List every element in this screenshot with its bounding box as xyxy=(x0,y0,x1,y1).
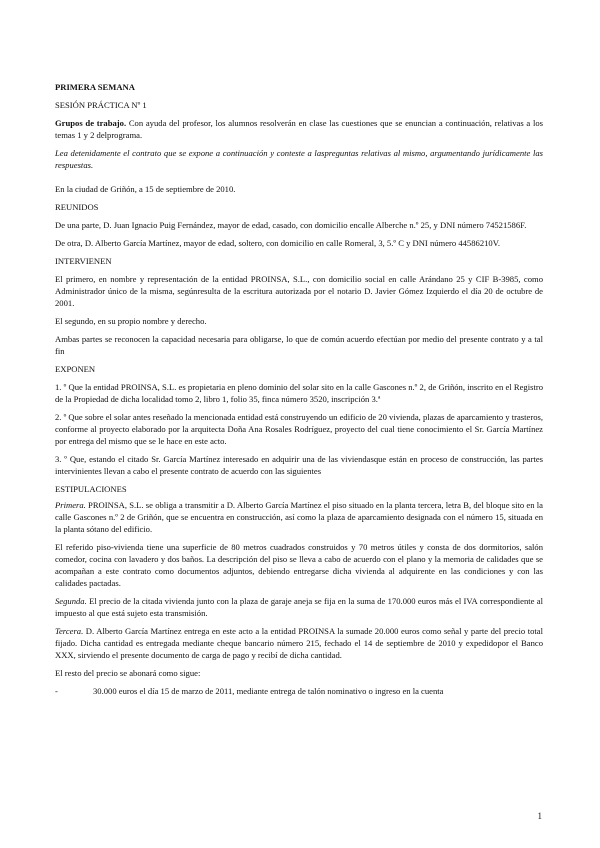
section-estipulaciones: ESTIPULACIONES xyxy=(55,484,127,494)
section-exponen: EXPONEN xyxy=(55,364,96,374)
section-intervienen: INTERVIENEN xyxy=(55,256,112,266)
primera-text: PROINSA, S.L. se obliga a transmitir a D. Alberto García Martínez el piso situado en la planta tercera, letra B, del bloque sito en la calle Gascones n.º 2 de Griñón, que se encuentra en construcción, así como la plaza de aparcamiento designada con el número 15, situada en la planta sótano del edificio. xyxy=(55,500,543,534)
groups-text: Con ayuda del profesor, los alumnos resolverán en clase las cuestiones que se enuncian a continuación, relativas a los temas 1 y 2 delprograma. xyxy=(55,118,543,140)
resto-paragraph: El resto del precio se abonará como sigue: xyxy=(55,668,201,678)
intervienen-paragraph-1: El primero, en nombre y representación de la entidad PROINSA, S.L., con domicilio social en calle Arándano 25 y CIF B-3985, como Administrador único de la misma, segúnresulta de la escritura autorizada por el notario D. Javier Gómez Izquierdo el día 20 de octubre de 2001. xyxy=(55,274,543,308)
session-heading: SESIÓN PRÁCTICA Nº 1 xyxy=(55,100,147,110)
payment-item-text: 30.000 euros el día 15 de marzo de 2011, mediante entrega de talón nominativo o ingreso en la cuenta xyxy=(93,686,444,696)
reunidos-paragraph-1: De una parte, D. Juan Ignacio Puig Fernández, mayor de edad, casado, con domicilio encalle Alberche n.º 25, y DNI número 74521586F. xyxy=(55,220,527,230)
tercera-paragraph xyxy=(55,625,543,661)
groups-paragraph xyxy=(55,117,543,141)
instruction-text: Lea detenidamente el contrato que se expone a continuación y conteste a laspreguntas relativas al mismo, argumentando jurídicamente las respuestas. xyxy=(55,148,543,170)
primera-detail-paragraph: El referido piso-vivienda tiene una superficie de 80 metros cuadrados construidos y 70 metros útiles y consta de dos dormitorios, salón comedor, cocina con lavadero y dos baños. La descripción del piso se lleva a cabo de acuerdo con el plano y la memoria de calidades que se acompañan a este contrato como documentos adjuntos, debiendo entregarse dicha vivienda al adquirente en las condiciones y con las calidades pactadas. xyxy=(55,542,543,588)
week-heading: PRIMERA SEMANA xyxy=(55,82,135,92)
place-date: En la ciudad de Griñón, a 15 de septiembre de 2010. xyxy=(55,184,236,194)
segunda-paragraph xyxy=(55,595,543,619)
exponen-paragraph-3: 3. º Que, estando el citado Sr. García Martínez interesado en adquirir una de las viviendasque están en proceso de construcción, las partes intervinientes llevan a cabo el presente contrato de acuerdo con las siguientes xyxy=(55,454,543,476)
payment-list-item xyxy=(55,685,543,697)
tercera-label: Tercera. xyxy=(55,626,84,636)
reunidos-paragraph-2: De otra, D. Alberto García Martínez, mayor de edad, soltero, con domicilio en calle Romeral, 3, 5.º C y DNI número 44586210V. xyxy=(55,238,500,248)
tercera-text: D. Alberto García Martínez entrega en este acto a la entidad PROINSA la sumade 20.000 euros como señal y parte del precio total fijado. Dicha cantidad es entregada mediante cheque bancario número 215, fechado el 14 de septiembre de 2010 y expedidopor el Banco XXX, sirviendo el presente documento de carga de pago y recibí de dicha cantidad. xyxy=(55,626,543,660)
page-number: 1 xyxy=(537,811,542,821)
segunda-label: Segunda. xyxy=(55,596,87,606)
intervienen-paragraph-3: Ambas partes se reconocen la capacidad necesaria para obligarse, lo que de común acuerdo efectúan por medio del presente contrato y a tal fin xyxy=(55,334,543,356)
groups-label: Grupos de trabajo. xyxy=(55,118,127,128)
section-reunidos: REUNIDOS xyxy=(55,202,99,212)
intervienen-paragraph-2: El segundo, en su propio nombre y derecho. xyxy=(55,316,207,326)
bullet-mark: - xyxy=(55,686,58,696)
primera-label: Primera. xyxy=(55,500,86,510)
exponen-paragraph-2: 2. º Que sobre el solar antes reseñado la mencionada entidad está construyendo un edificio de 20 vivienda, plazas de aparcamiento y trasteros, conforme al proyecto elaborado por la arquitecta Doña Ana Rosales Rodríguez, proyecto del cual tiene conocimiento el Sr. García Martínez por entrega del mismo que se le hace en este acto. xyxy=(55,412,543,446)
exponen-paragraph-1: 1. º Que la entidad PROINSA, S.L. es propietaria en pleno dominio del solar sito en la calle Gascones n.º 2, de Griñón, inscrito en el Registro de la Propiedad de dicha localidad tomo 2, libro 1, folio 35, finca número 3520, inscripción 3.ª xyxy=(55,382,543,404)
segunda-text: El precio de la citada vivienda junto con la plaza de garaje aneja se fija en la suma de 170.000 euros más el IVA correspondiente al impuesto al que está sujeto esta transmisión. xyxy=(55,596,543,618)
instruction-paragraph xyxy=(55,147,543,171)
document-body xyxy=(55,81,543,697)
primera-paragraph xyxy=(55,499,543,535)
